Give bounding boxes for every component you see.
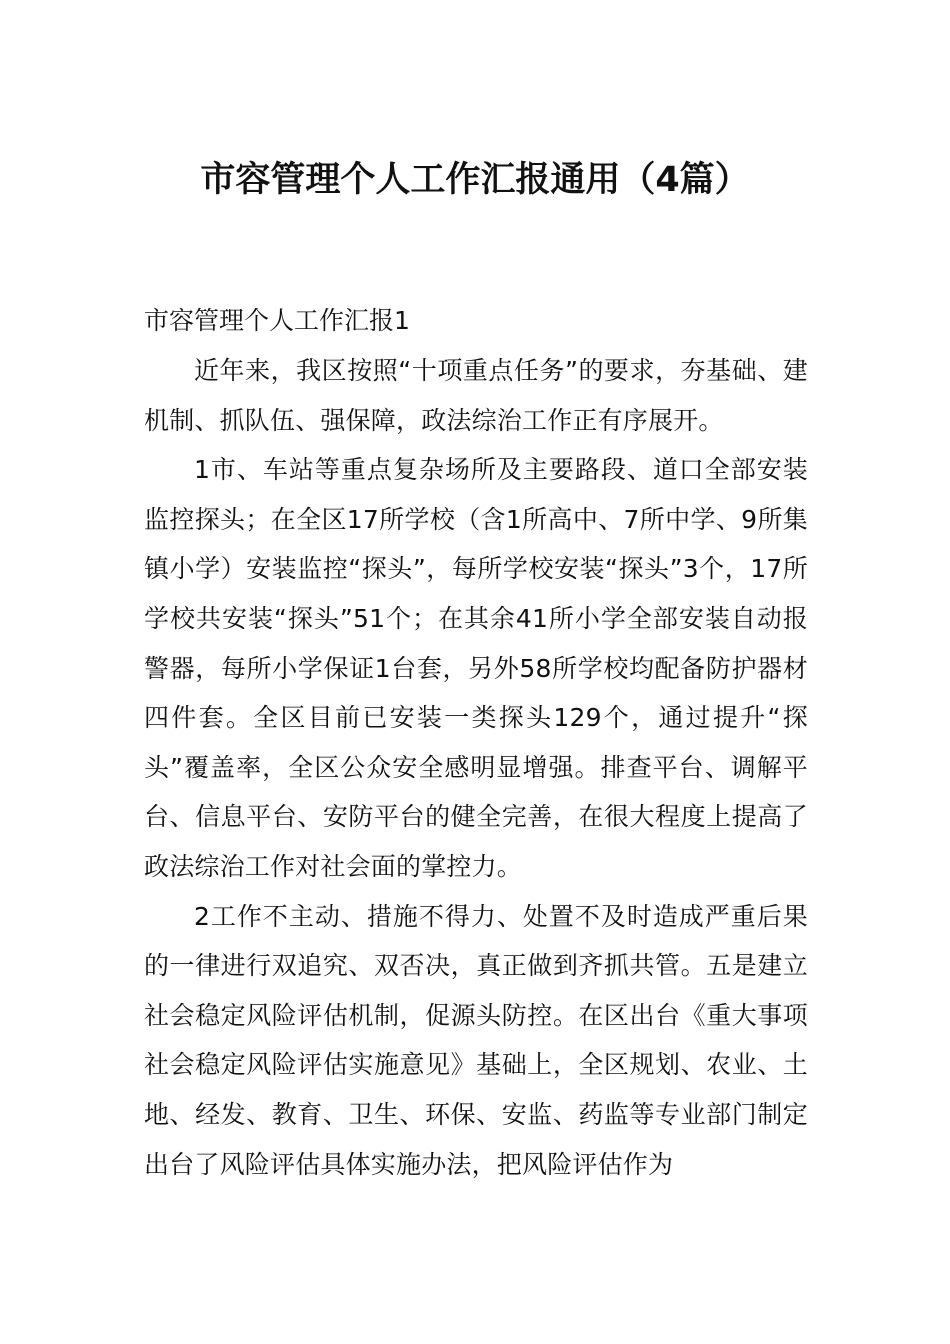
section-heading: 市容管理个人工作汇报1 bbox=[144, 306, 410, 335]
document-body bbox=[144, 296, 808, 1189]
paragraph-3: 2工作不主动、措施不得力、处置不及时造成严重后果的一律进行双追究、双否决，真正做到齐抓共管。五是建立社会稳定风险评估机制，促源头防控。在区出台《重大事项社会稳定风险评估实施意见》基础上，全区规划、农业、土地、经发、教育、卫生、环保、安监、药监等专业部门制定出台了风险评估具体实施办法，把风险评估作为 bbox=[144, 901, 808, 1179]
paragraph-2: 1市、车站等重点复杂场所及主要路段、道口全部安装监控探头；在全区17所学校（含1所高中、7所中学、9所集镇小学）安装监控“探头”，每所学校安装“探头”3个，17所学校共安装“探头”51个；在其余41所小学全部安装自动报警器，每所小学保证1台套，另外58所学校均配备防护器材四件套。全区目前已安装一类探头129个，通过提升“探头”覆盖率，全区公众安全感明显增强。排查平台、调解平台、信息平台、安防平台的健全完善，在很大程度上提高了政法综治工作对社会面的掌控力。 bbox=[144, 455, 808, 881]
paragraph-1: 近年来，我区按照“十项重点任务”的要求，夯基础、建机制、抓队伍、强保障，政法综治工作正有序展开。 bbox=[144, 356, 808, 435]
document-title: 市容管理个人工作汇报通用（4篇） bbox=[200, 160, 750, 200]
